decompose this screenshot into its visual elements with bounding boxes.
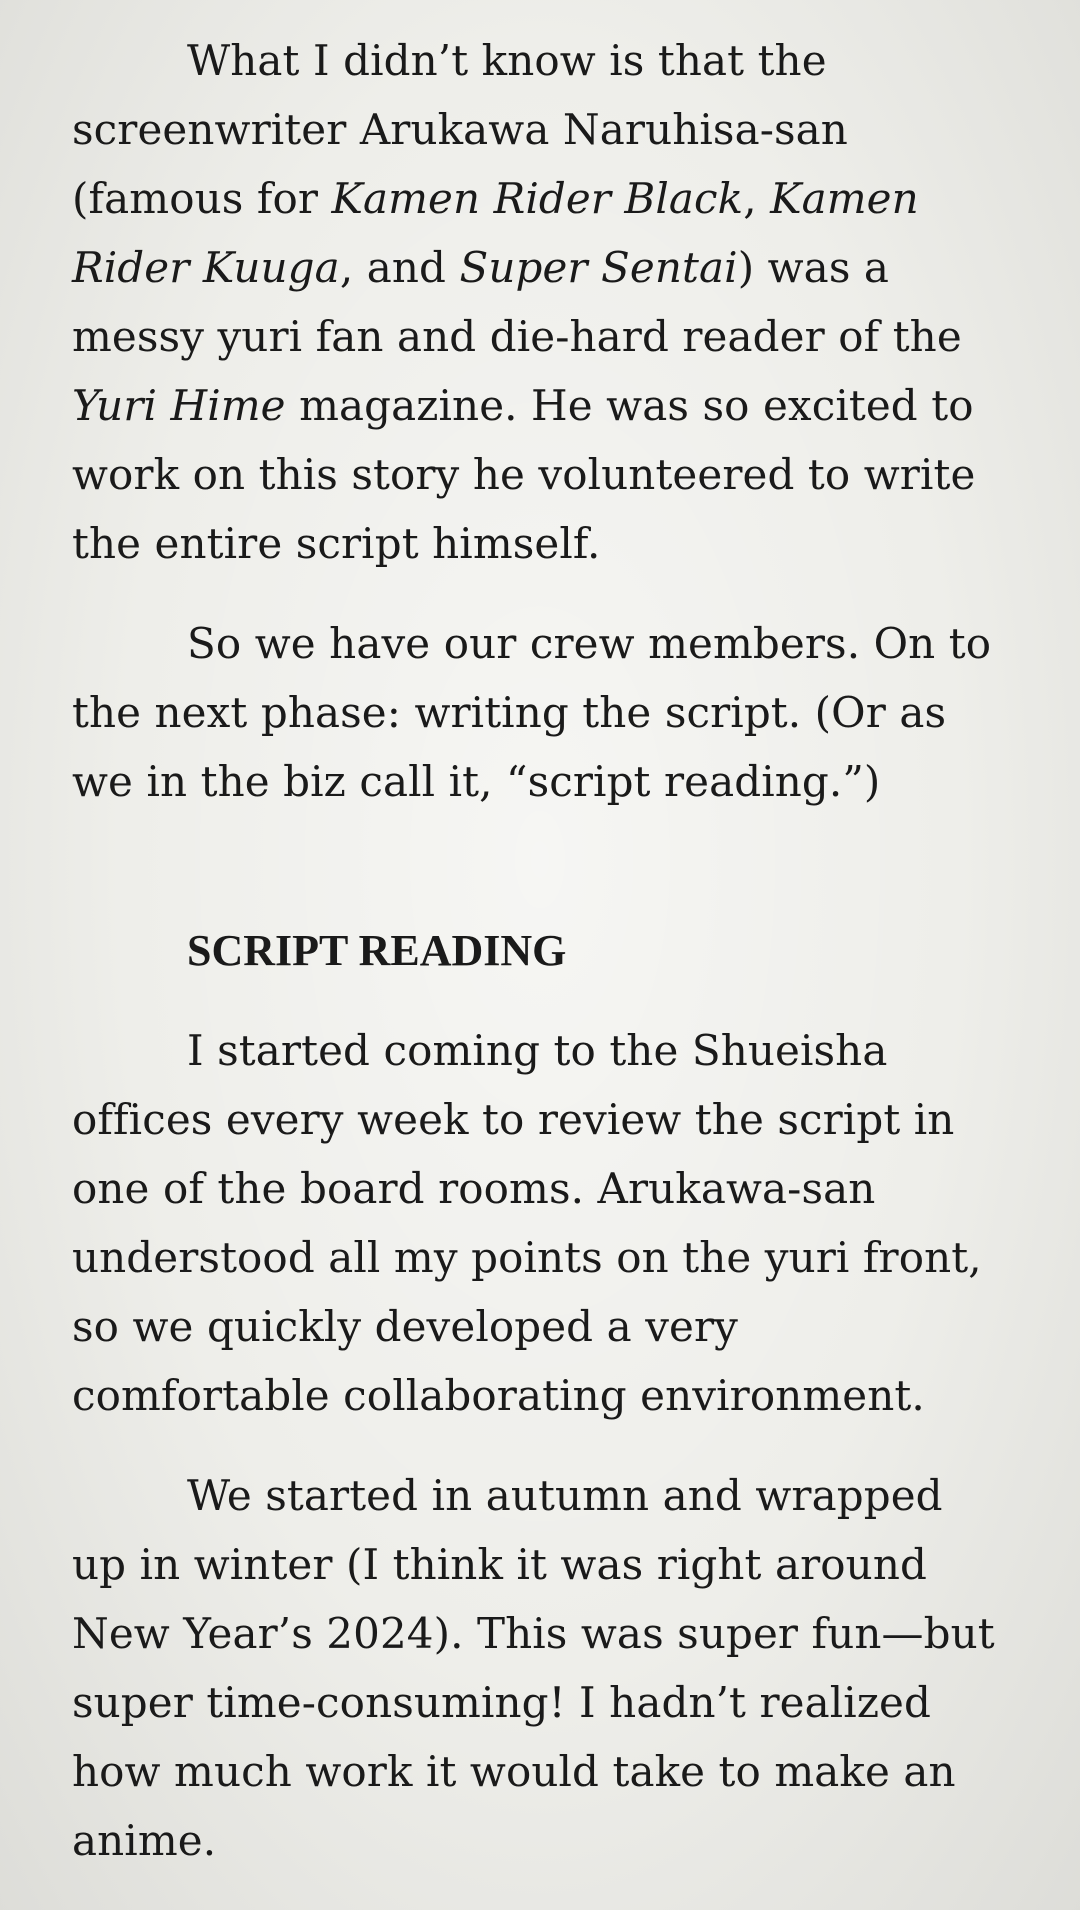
text-run: magazine. He was so excited to work on this story he volunteered to write the entire script himself. bbox=[72, 381, 976, 568]
text-run: , bbox=[743, 174, 771, 223]
title-kamen-rider-kuuga: Kamen Rider Kuuga bbox=[72, 174, 919, 292]
title-super-sentai: Super Sentai bbox=[459, 243, 738, 292]
section-heading-script-reading: SCRIPT READING bbox=[187, 926, 567, 975]
text-run: , and bbox=[339, 243, 460, 292]
paragraph-screenwriter bbox=[72, 26, 1008, 578]
title-yuri-hime: Yuri Hime bbox=[72, 381, 286, 430]
title-kamen-rider-black: Kamen Rider Black bbox=[331, 174, 744, 223]
text-run: So we have our crew members. On to the next phase: writing the script. (Or as we in the biz call it, “script reading.”) bbox=[72, 619, 992, 806]
text-run: What I didn’t know is that the screenwriter Arukawa Naruhisa-san (famous for bbox=[72, 36, 848, 223]
paragraph-autumn-winter: We started in autumn and wrapped up in winter (I think it was right around New Year’s 2024). This was super fun—but super time-consuming! I hadn’t realized how much work it would take to make an anime. bbox=[72, 1471, 995, 1865]
paragraph-shueisha-offices: I started coming to the Shueisha offices every week to review the script in one of the board rooms. Arukawa-san understood all my points on the yuri front, so we quickly developed a very comfortable collaborating environment. bbox=[72, 1026, 982, 1420]
text-run: ) was a messy yuri fan and die-hard reader of the bbox=[72, 243, 962, 361]
paragraph-crew-members bbox=[72, 609, 1008, 816]
